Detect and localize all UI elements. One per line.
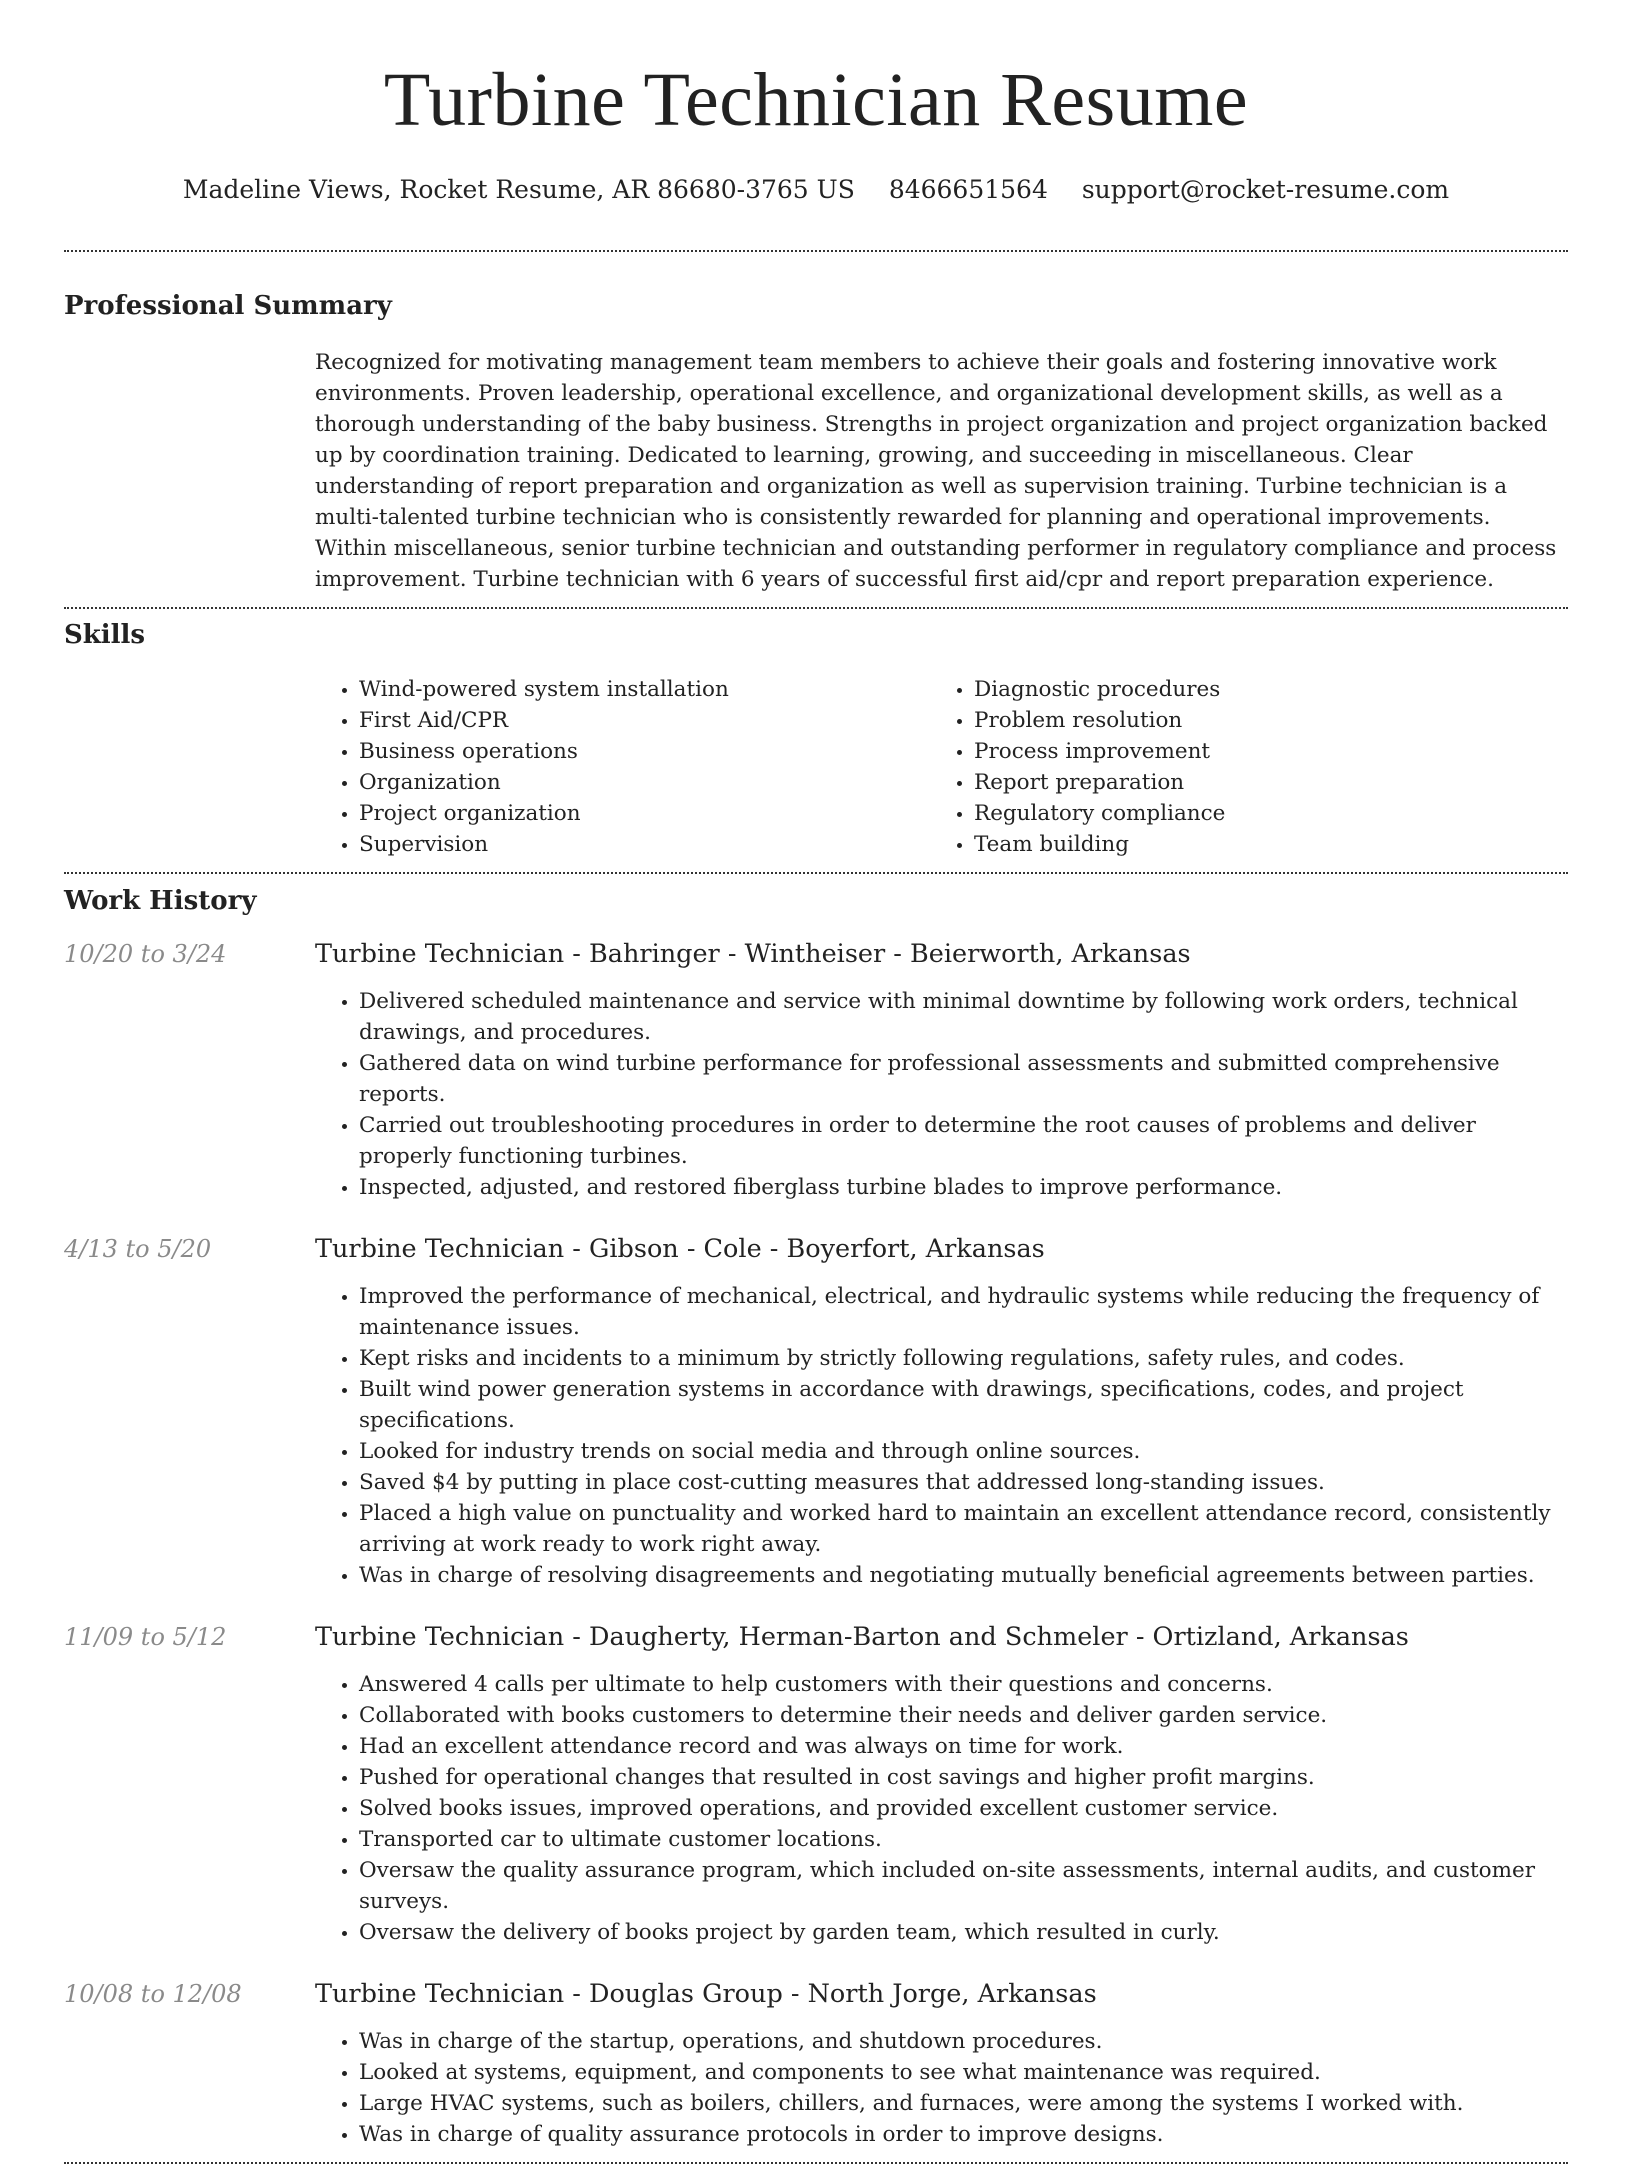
duty-item: • Was in charge of the startup, operations, and shutdown procedures. — [359, 2026, 1568, 2057]
skill-item: • Regulatory compliance — [974, 798, 1545, 829]
resume-page — [64, 0, 1568, 2164]
skill-item: • Diagnostic procedures — [974, 674, 1545, 705]
job-duties — [315, 986, 1568, 1203]
duty-item: • Collaborated with books customers to determine their needs and deliver garden service. — [359, 1700, 1568, 1731]
job-dates: 4/13 to 5/20 — [64, 1235, 212, 1263]
duty-item: • Oversaw the delivery of books project by garden team, which resulted in curly. — [359, 1917, 1568, 1948]
job-details — [315, 1234, 1568, 1591]
job-title: Turbine Technician - Gibson - Cole - Boyerfort, Arkansas — [315, 1234, 1045, 1264]
contact-email: support@rocket-resume.com — [1081, 175, 1450, 204]
skills-list-left — [315, 674, 930, 860]
duty-item: • Carried out troubleshooting procedures in order to determine the root causes of problems and deliver properly functioning turbines. — [359, 1110, 1568, 1172]
duty-item: • Improved the performance of mechanical, electrical, and hydraulic systems while reducing the frequency of maintenance issues. — [359, 1281, 1568, 1343]
duty-item: • Had an excellent attendance record and was always on time for work. — [359, 1731, 1568, 1762]
duty-item: • Transported car to ultimate customer locations. — [359, 1824, 1568, 1855]
job-dates: 11/09 to 5/12 — [64, 1623, 227, 1651]
duty-item: • Large HVAC systems, such as boilers, chillers, and furnaces, were among the systems I worked with. — [359, 2088, 1568, 2119]
job-title: Turbine Technician - Bahringer - Wintheiser - Beierworth, Arkansas — [315, 939, 1191, 969]
skill-item: • Process improvement — [974, 736, 1545, 767]
skill-item: • Wind-powered system installation — [359, 674, 930, 705]
skill-item: • Business operations — [359, 736, 930, 767]
job-entry — [64, 939, 1568, 1203]
contact-address: Madeline Views, Rocket Resume, AR 86680-3765 US — [182, 175, 855, 204]
job-duties — [315, 1669, 1568, 1948]
contact-line — [64, 174, 1568, 206]
section-heading-skills: Skills — [64, 620, 146, 650]
duty-item: • Pushed for operational changes that resulted in cost savings and higher profit margins. — [359, 1762, 1568, 1793]
job-duties — [315, 2026, 1568, 2150]
duty-item: • Saved $4 by putting in place cost-cutting measures that addressed long-standing issues. — [359, 1467, 1568, 1498]
skill-item: • Problem resolution — [974, 705, 1545, 736]
skills-columns — [315, 674, 1568, 860]
duty-item: • Looked for industry trends on social media and through online sources. — [359, 1436, 1568, 1467]
job-duties — [315, 1281, 1568, 1591]
duty-item: • Built wind power generation systems in accordance with drawings, specifications, codes, and project specifications. — [359, 1374, 1568, 1436]
summary-text: Recognized for motivating management team members to achieve their goals and fostering innovative work environments. Proven leadership, operational excellence, and organizational development skills, as well as a thorough understanding of the baby business. Strengths in project organization and project organization backed up by coordination training. Dedicated to learning, growing, and succeeding in miscellaneous. Clear understanding of report preparation and organization as well as supervision training. Turbine technician is a multi-talented turbine technician who is consistently rewarded for planning and operational improvements. Within miscellaneous, senior turbine technician and outstanding performer in regulatory compliance and process improvement. Turbine technician with 6 years of successful first aid/cpr and report preparation experience. — [315, 350, 1557, 592]
contact-phone: 8466651564 — [888, 175, 1048, 204]
duty-item: • Answered 4 calls per ultimate to help customers with their questions and concerns. — [359, 1669, 1568, 1700]
duty-item: • Delivered scheduled maintenance and service with minimal downtime by following work orders, technical drawings, and procedures. — [359, 986, 1568, 1048]
skill-item: • Supervision — [359, 829, 930, 860]
duty-item: • Gathered data on wind turbine performance for professional assessments and submitted comprehensive reports. — [359, 1048, 1568, 1110]
job-details — [315, 1979, 1568, 2150]
duty-item: • Was in charge of resolving disagreements and negotiating mutually beneficial agreements between parties. — [359, 1560, 1568, 1591]
job-dates: 10/08 to 12/08 — [64, 1980, 242, 2008]
job-entry — [64, 1234, 1568, 1591]
job-dates: 10/20 to 3/24 — [64, 940, 227, 968]
skill-item: • Report preparation — [974, 767, 1545, 798]
job-title: Turbine Technician - Daugherty, Herman-Barton and Schmeler - Ortizland, Arkansas — [315, 1622, 1409, 1652]
job-entry — [64, 1622, 1568, 1948]
duty-item: • Solved books issues, improved operations, and provided excellent customer service. — [359, 1793, 1568, 1824]
job-entry — [64, 1979, 1568, 2150]
professional-summary-section — [64, 252, 1568, 595]
job-details — [315, 1622, 1568, 1948]
duty-item: • Oversaw the quality assurance program, which included on-site assessments, internal audits, and customer surveys. — [359, 1855, 1568, 1917]
skills-section — [64, 609, 1568, 860]
duty-item: • Looked at systems, equipment, and components to see what maintenance was required. — [359, 2057, 1568, 2088]
duty-item: • Was in charge of quality assurance protocols in order to improve designs. — [359, 2119, 1568, 2150]
work-history-section — [64, 874, 1568, 2150]
job-details — [315, 939, 1568, 1203]
skill-item: • Organization — [359, 767, 930, 798]
resume-title: Turbine Technician Resume — [383, 58, 1249, 142]
skill-item: • Project organization — [359, 798, 930, 829]
skill-item: • Team building — [974, 829, 1545, 860]
job-title: Turbine Technician - Douglas Group - North Jorge, Arkansas — [315, 1979, 1097, 2009]
duty-item: • Placed a high value on punctuality and worked hard to maintain an excellent attendance record, consistently arriving at work ready to work right away. — [359, 1498, 1568, 1560]
duty-item: • Kept risks and incidents to a minimum by strictly following regulations, safety rules, and codes. — [359, 1343, 1568, 1374]
skills-list-right — [930, 674, 1545, 860]
section-heading-summary: Professional Summary — [64, 291, 392, 321]
duty-item: • Inspected, adjusted, and restored fiberglass turbine blades to improve performance. — [359, 1172, 1568, 1203]
skill-item: • First Aid/CPR — [359, 705, 930, 736]
section-heading-work: Work History — [64, 886, 257, 916]
